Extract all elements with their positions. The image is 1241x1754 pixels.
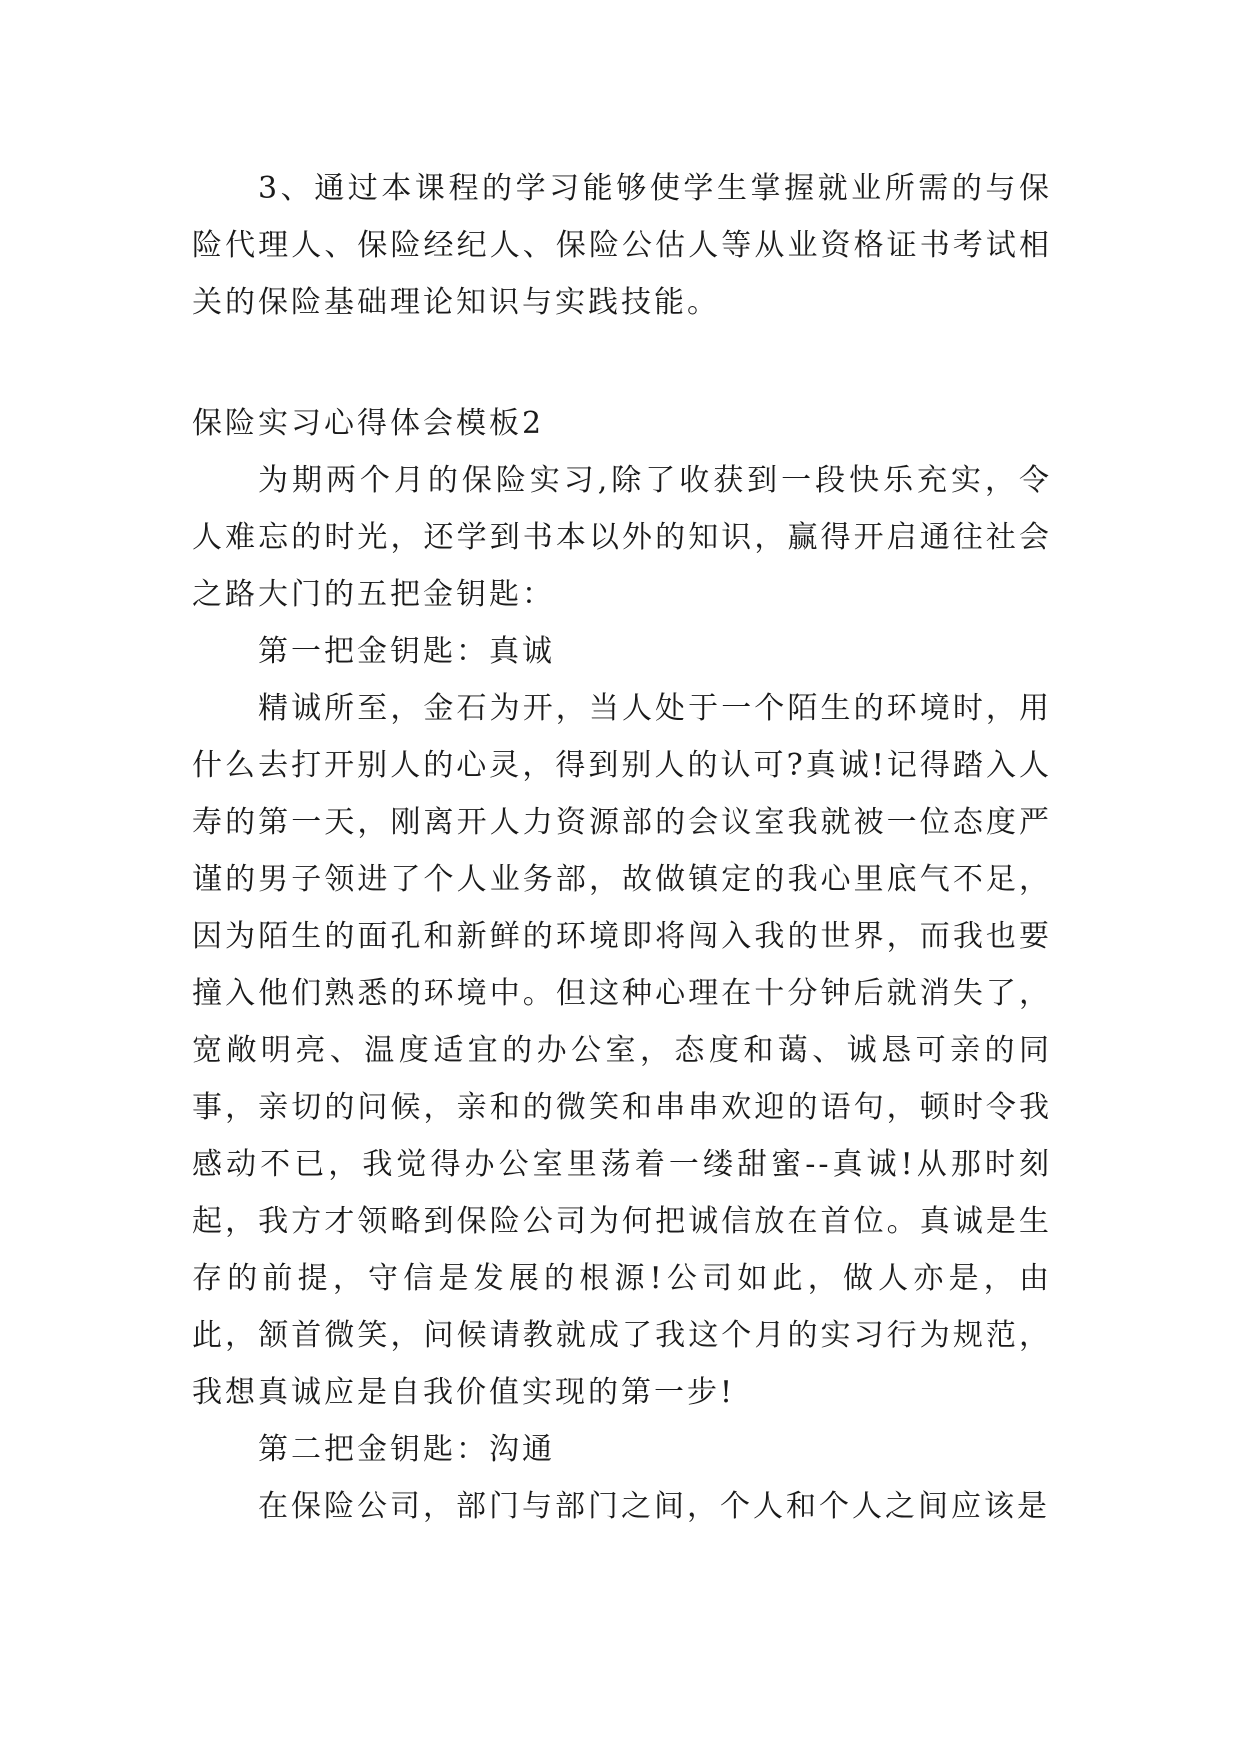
- section-gap: [192, 331, 1052, 395]
- document-body: [192, 160, 1052, 1535]
- paragraph-communication: 在保险公司，部门与部门之间，个人和个人之间应该是: [258, 1489, 1050, 1524]
- section-heading: 保险实习心得体会模板2: [192, 406, 545, 441]
- key-2-title: 第二把金钥匙：沟通: [258, 1432, 555, 1467]
- paragraph-course-goal: 3、通过本课程的学习能够使学生掌握就业所需的与保险代理人、保险经纪人、保险公估人等从业资格证书考试相关的保险基础理论知识与实践技能。: [192, 171, 1052, 320]
- paragraph-sincerity: 精诚所至，金石为开，当人处于一个陌生的环境时，用什么去打开别人的心灵，得到别人的认可?真诚!记得踏入人寿的第一天，刚离开人力资源部的会议室我就被一位态度严谨的男子领进了个人业务部，故做镇定的我心里底气不足，因为陌生的面孔和新鲜的环境即将闯入我的世界，而我也要撞入他们熟悉的环境中。但这种心理在十分钟后就消失了，宽敞明亮、温度适宜的办公室，态度和蔼、诚恳可亲的同事，亲切的问候，亲和的微笑和串串欢迎的语句，顿时令我感动不已，我觉得办公室里荡着一缕甜蜜--真诚!从那时刻起，我方才领略到保险公司为何把诚信放在首位。真诚是生存的前提，守信是发展的根源!公司如此，做人亦是，由此，颔首微笑，问候请教就成了我这个月的实习行为规范，我想真诚应是自我价值实现的第一步!: [192, 691, 1052, 1410]
- paragraph-intro: 为期两个月的保险实习,除了收获到一段快乐充实，令人难忘的时光，还学到书本以外的知识，赢得开启通往社会之路大门的五把金钥匙：: [192, 463, 1052, 612]
- key-1-title: 第一把金钥匙：真诚: [258, 634, 555, 669]
